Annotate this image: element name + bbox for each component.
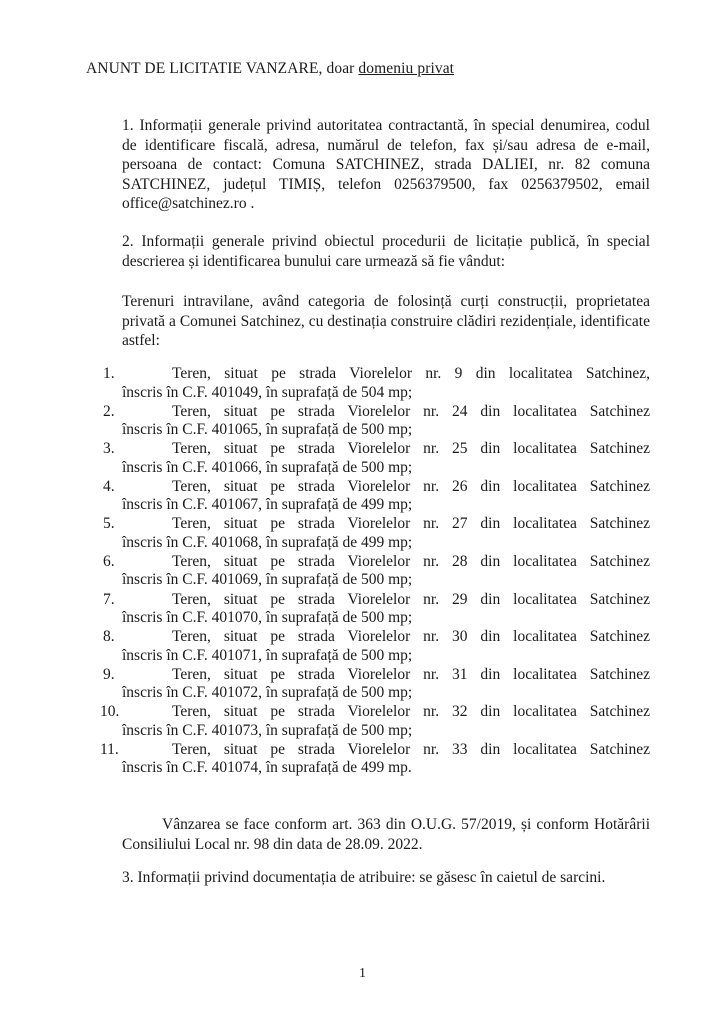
section-3-paragraph: 3. Informații privind documentația de atribuire: se găsesc în caietul de sarcini. bbox=[122, 869, 606, 886]
list-item-number: 7. bbox=[103, 590, 115, 608]
list-item-line1 bbox=[122, 553, 650, 571]
section-1-paragraph: 1. Informații generale privind autoritatea contractantă, în special denumirea, codul de identificare fiscală, adresa, numărul de telefon, fax și/sau adresa de e-mail, persoana de contact: Comuna SATCHINEZ, strada DALIEI, nr. 82 comuna SATCHINEZ, județul TIMIȘ, telefon 0256379500, fax 0256379502, email office@satchinez.ro . bbox=[122, 117, 650, 212]
list-item-line1-text: Teren, situat pe strada Viorelelor nr. 32 din localitatea Satchinez bbox=[172, 703, 650, 721]
list-item-line1 bbox=[122, 591, 650, 609]
list-item-line1-text: Teren, situat pe strada Viorelelor nr. 9 din localitatea Satchinez, bbox=[172, 365, 650, 382]
list-item-number: 1. bbox=[103, 365, 115, 382]
list-item-line1-text: Teren, situat pe strada Viorelelor nr. 27 din localitatea Satchinez bbox=[172, 515, 650, 533]
list-item-line2: înscris în C.F. 401071, în suprafață de 500 mp; bbox=[122, 646, 413, 664]
list-item bbox=[0, 403, 725, 441]
title-main: ANUNT DE LICITATIE VANZARE, doar bbox=[86, 60, 359, 77]
list-item-line2: înscris în C.F. 401072, în suprafață de 500 mp; bbox=[122, 684, 413, 702]
list-item-line1-text: Teren, situat pe strada Viorelelor nr. 25 din localitatea Satchinez bbox=[172, 440, 650, 458]
list-item-line2: înscris în C.F. 401049, în suprafață de 504 mp; bbox=[122, 383, 413, 401]
list-item-number: 6. bbox=[103, 552, 115, 570]
list-item-number: 10. bbox=[100, 703, 120, 721]
list-item-line2: înscris în C.F. 401065, în suprafață de 500 mp; bbox=[122, 421, 413, 439]
list-item bbox=[0, 741, 725, 779]
list-item bbox=[0, 703, 725, 741]
list-item-line1-text: Teren, situat pe strada Viorelelor nr. 28 din localitatea Satchinez bbox=[172, 552, 650, 570]
list-item-number: 3. bbox=[103, 440, 115, 458]
list-item-number: 4. bbox=[103, 477, 115, 495]
list-item-line1-text: Teren, situat pe strada Viorelelor nr. 30 din localitatea Satchinez bbox=[172, 628, 650, 646]
list-item-number: 11. bbox=[100, 740, 119, 758]
land-intro-paragraph: Terenuri intravilane, având categoria de folosință curți construcții, proprietatea privată a Comunei Satchinez, cu destinația construire clădiri rezidențiale, identificate astfel: bbox=[122, 293, 650, 349]
list-item-line2: înscris în C.F. 401074, în suprafață de 499 mp. bbox=[122, 759, 412, 777]
list-item-line1 bbox=[122, 365, 650, 383]
list-item-number: 2. bbox=[103, 402, 115, 420]
document-title bbox=[86, 60, 454, 78]
list-item bbox=[0, 478, 725, 516]
list-item-number: 5. bbox=[103, 515, 115, 533]
list-item bbox=[0, 440, 725, 478]
list-item-line2: înscris în C.F. 401067, în suprafață de 499 mp; bbox=[122, 496, 413, 514]
list-item bbox=[0, 365, 725, 403]
list-item-line1-text: Teren, situat pe strada Viorelelor nr. 24 din localitatea Satchinez bbox=[172, 402, 650, 420]
list-item-line1 bbox=[122, 666, 650, 684]
list-item-line2: înscris în C.F. 401066, în suprafață de 500 mp; bbox=[122, 458, 413, 476]
list-item-line1 bbox=[122, 478, 650, 496]
section-2-paragraph: 2. Informații generale privind obiectul procedurii de licitație publică, în special descrierea și identificarea bunului care urmează să fie vândut: bbox=[122, 233, 650, 270]
list-item-line1 bbox=[122, 403, 650, 421]
sale-text: Vânzarea se face conform art. 363 din O.U.G. 57/2019, și conform Hotărârii Consiliului Local nr. 98 din data de 28.09. 2022. bbox=[122, 816, 650, 853]
sale-paragraph bbox=[122, 815, 650, 854]
list-item-line1 bbox=[122, 628, 650, 646]
list-item bbox=[0, 515, 725, 553]
list-item-number: 9. bbox=[103, 665, 115, 683]
list-item bbox=[0, 553, 725, 591]
list-item-line1-text: Teren, situat pe strada Viorelelor nr. 33 din localitatea Satchinez bbox=[172, 740, 650, 758]
list-item-line1 bbox=[122, 703, 650, 721]
list-item-line2: înscris în C.F. 401070, în suprafață de 500 mp; bbox=[122, 609, 413, 627]
list-item-line2: înscris în C.F. 401068, în suprafață de 499 mp; bbox=[122, 533, 413, 551]
list-item-number: 8. bbox=[103, 628, 115, 646]
list-item-line1 bbox=[122, 515, 650, 533]
list-item-line2: înscris în C.F. 401073, în suprafață de 500 mp; bbox=[122, 721, 413, 739]
page-number: 1 bbox=[359, 966, 366, 981]
list-item-line1-text: Teren, situat pe strada Viorelelor nr. 29 din localitatea Satchinez bbox=[172, 590, 650, 608]
list-item bbox=[0, 628, 725, 666]
title-underlined: domeniu privat bbox=[358, 60, 455, 77]
list-item-line1-text: Teren, situat pe strada Viorelelor nr. 31 din localitatea Satchinez bbox=[172, 665, 650, 683]
list-item-line1 bbox=[122, 741, 650, 759]
list-item-line1 bbox=[122, 440, 650, 458]
land-items-list bbox=[0, 365, 725, 779]
list-item bbox=[0, 591, 725, 629]
list-item-line2: înscris în C.F. 401069, în suprafață de 500 mp; bbox=[122, 571, 413, 589]
list-item bbox=[0, 666, 725, 704]
list-item-line1-text: Teren, situat pe strada Viorelelor nr. 26 din localitatea Satchinez bbox=[172, 477, 650, 495]
